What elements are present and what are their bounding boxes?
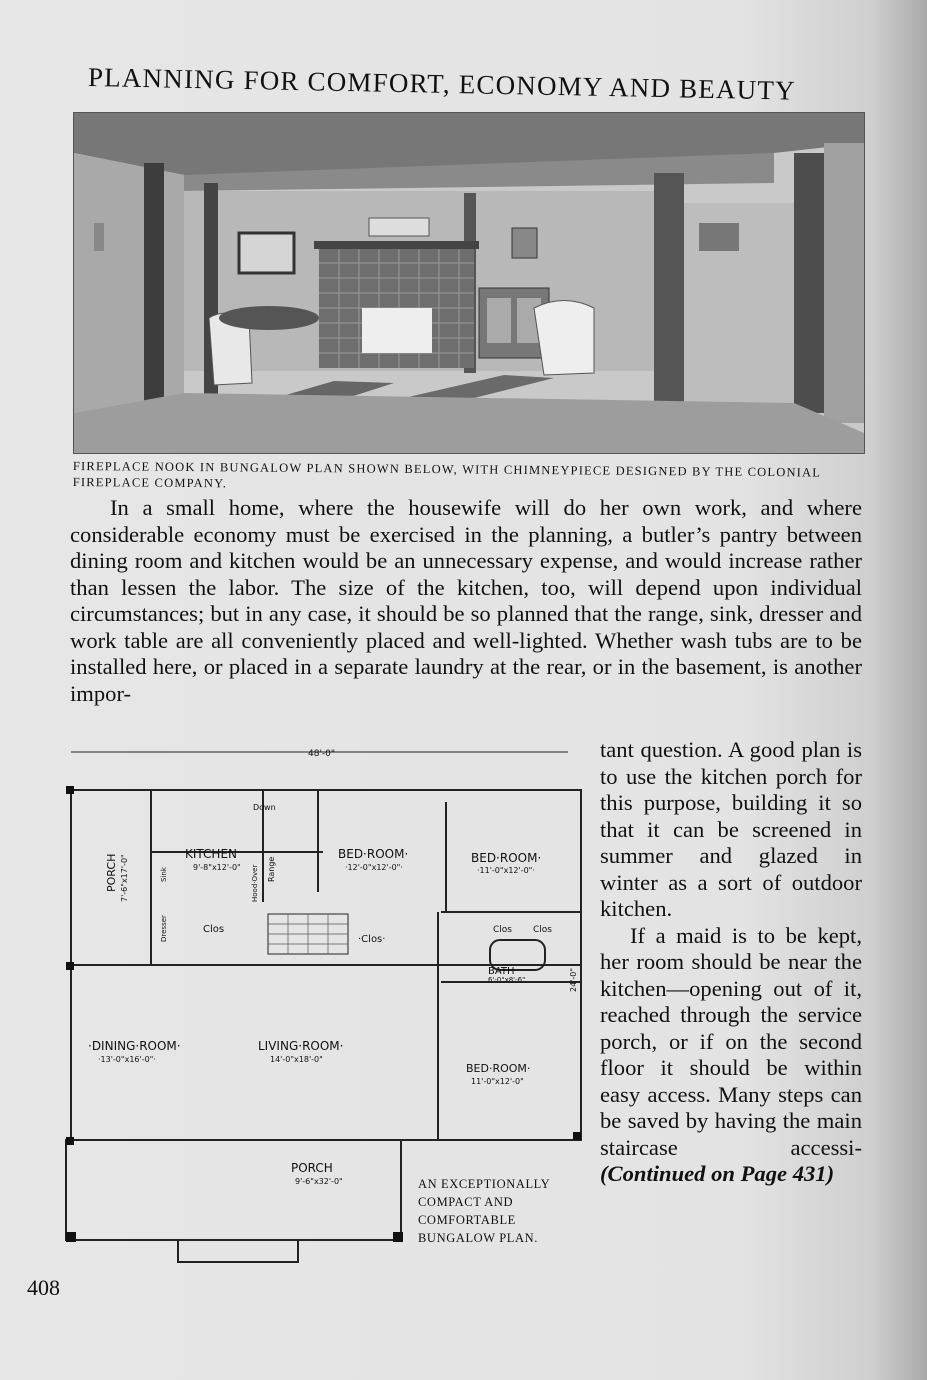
article-body-top xyxy=(70,495,862,707)
page-number: 408 xyxy=(27,1275,60,1300)
living-room-size: 14'-0"x18'-0" xyxy=(270,1055,323,1064)
living-room-label: LIVING·ROOM· xyxy=(258,1039,344,1053)
article-paragraph-2-text: If a maid is to be kept, her room should be near the kitchen—opening out of it, reached through the service porch, or if on the second floor it should be within easy access. Many steps can be saved by having the main staircase accessi- xyxy=(600,922,862,1160)
article-paragraph-2 xyxy=(600,923,862,1188)
page-title: PLANNING FOR COMFORT, ECONOMY AND BEAUTY xyxy=(87,62,797,106)
rear-porch-label: PORCH xyxy=(105,853,118,892)
closet-label-1: Clos xyxy=(203,924,225,935)
dresser-label: Dresser xyxy=(160,915,168,942)
bedroom-1-size: ·12'-0"x12'-0"· xyxy=(345,863,403,872)
article-paragraph-1: In a small home, where the housewife will do her own work, and where considerable economy must be exercised in the planning, a butler’s pantry between dining room and kitchen would be an unnecessary expense, and would increase rather than lessen the labor. The size of the kitchen, too, will depend upon individual circumstances; but in any case, it should be so planned that the range, sink, dresser and work table are all conveniently placed and well-lighted. Whether wash tubs are to be installed here, or placed in a separate laundry at the rear, or in the basement, is another impor- xyxy=(70,495,862,706)
hood-label: Hood·Over xyxy=(251,864,259,902)
article-paragraph-1-continued: tant question. A good plan is to use the kitchen porch for this purpose, building it so that it can be screened in summer and glazed in winter as a sort of outdoor kitchen. xyxy=(600,737,862,921)
sink-label: Sink xyxy=(160,867,168,882)
bedroom-3-size: 11'-0"x12'-0" xyxy=(471,1077,524,1086)
bedroom-2-label: BED·ROOM· xyxy=(471,851,542,865)
continued-link[interactable]: (Continued on Page 431) xyxy=(600,1161,835,1186)
bedroom-2-size: ·11'-0"x12'-0"· xyxy=(477,866,535,875)
dining-room-label: ·DINING·ROOM· xyxy=(88,1039,181,1053)
kitchen-label: KITCHEN xyxy=(185,847,237,861)
closet-label-4: Clos xyxy=(533,925,552,935)
bedroom-3-label: BED·ROOM· xyxy=(466,1062,531,1075)
article-right-column xyxy=(600,737,862,1188)
fireplace-nook-drawing xyxy=(74,113,864,453)
bath-size: 6'-0"x8'-6" xyxy=(488,976,526,984)
closet-label-3: Clos xyxy=(493,925,512,935)
fireplace-nook-illustration xyxy=(73,112,865,454)
bath-label: BATH· xyxy=(488,966,518,977)
side-dimension: 24'-0" xyxy=(569,967,578,992)
rear-porch-size: 7'-6"x17'-0" xyxy=(120,854,129,902)
range-label: Range xyxy=(267,856,276,882)
kitchen-size: 9'-8"x12'-0" xyxy=(193,863,241,872)
floor-plan-caption: AN EXCEPTIONALLY COMPACT AND COMFORTABLE BUNGALOW PLAN. xyxy=(418,1177,550,1245)
dining-room-size: ·13'-0"x16'-0"· xyxy=(98,1055,156,1064)
stair-down-label: Down xyxy=(253,803,276,812)
plan-overall-width: 48'-0" xyxy=(308,749,336,759)
closet-label-2: ·Clos· xyxy=(358,934,386,945)
bedroom-1-label: BED·ROOM· xyxy=(338,847,409,861)
front-porch-label: PORCH xyxy=(291,1161,333,1175)
illustration-caption: FIREPLACE NOOK IN BUNGALOW PLAN SHOWN BELOW, WITH CHIMNEYPIECE DESIGNED BY THE COLONIAL FIREPLACE COMPANY. xyxy=(72,458,821,491)
front-porch-size: 9'-6"x32'-0" xyxy=(295,1177,343,1186)
